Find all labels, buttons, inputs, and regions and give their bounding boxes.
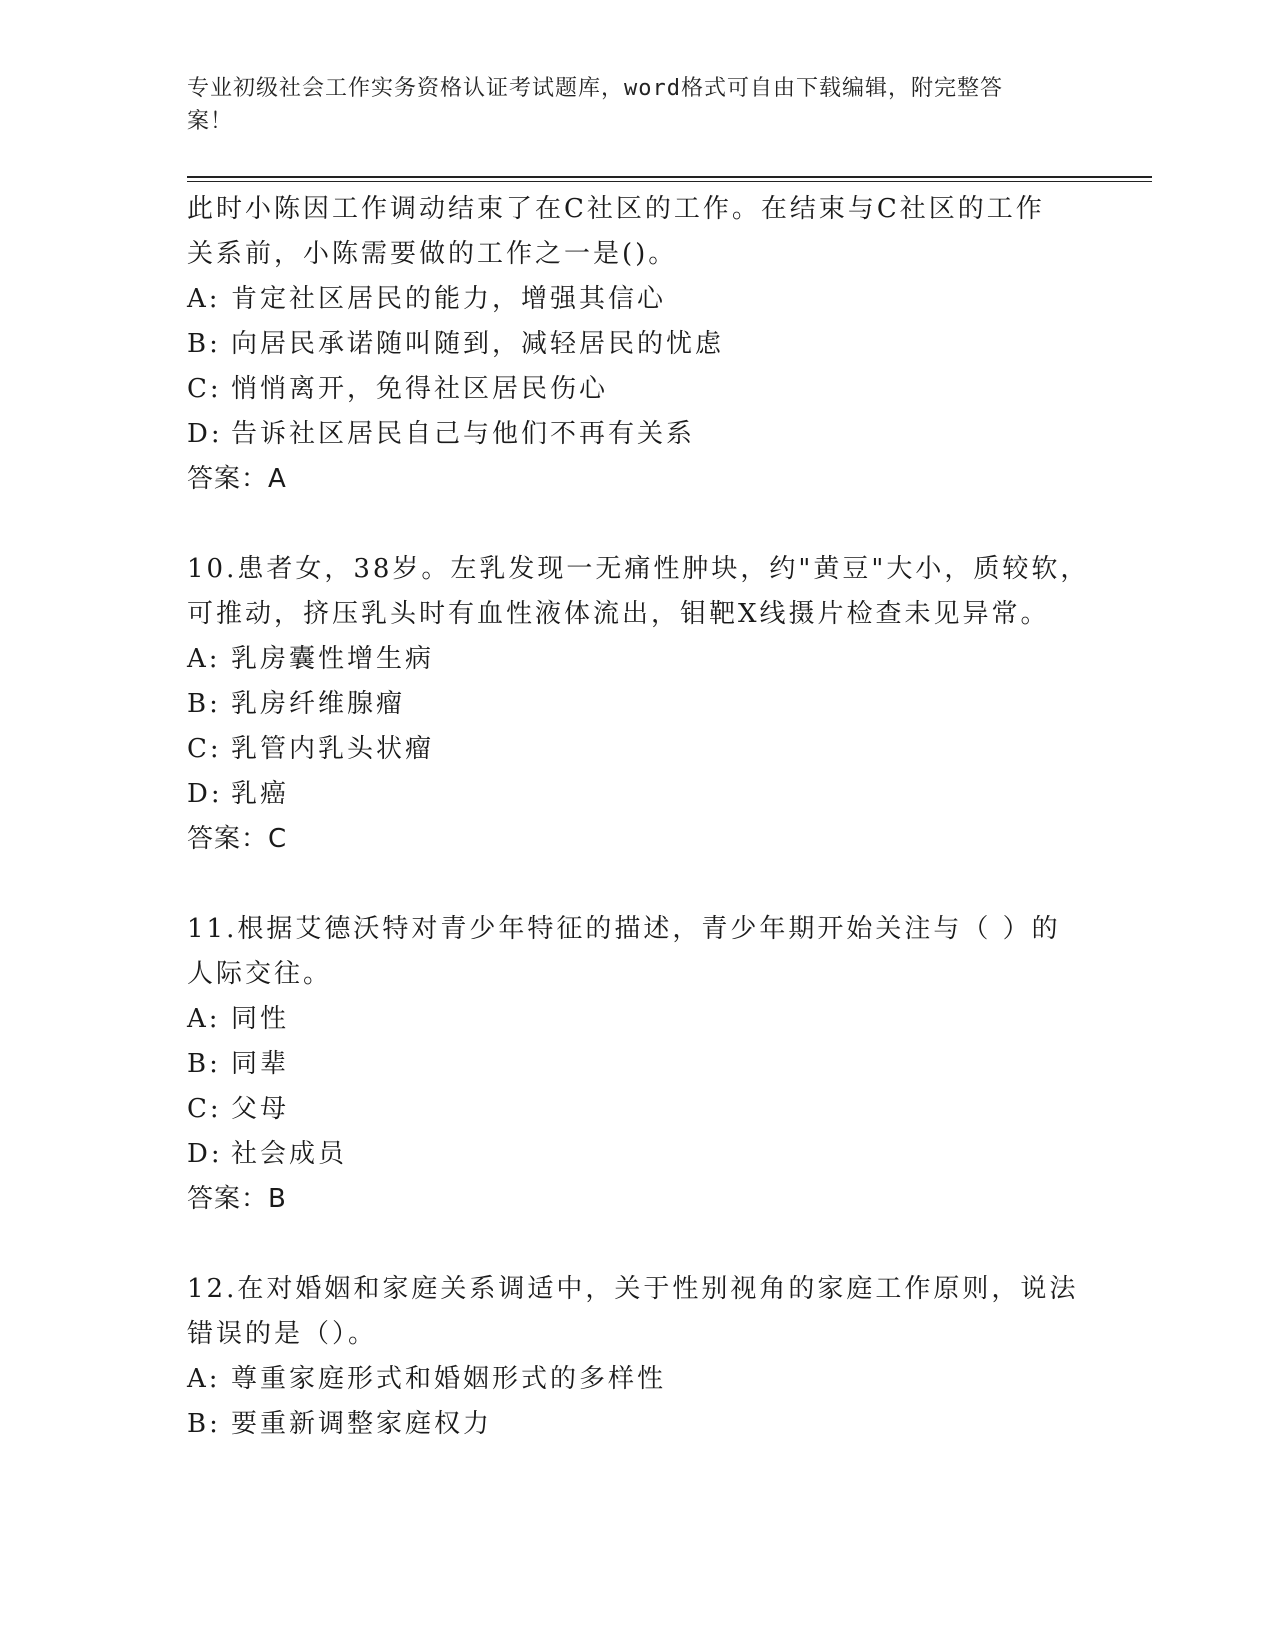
header-divider-thin	[187, 181, 1152, 182]
header-divider-thick	[187, 176, 1152, 178]
question-list	[187, 187, 1090, 1447]
option-a	[187, 997, 1087, 1042]
option-key: B:	[187, 1409, 221, 1439]
option-text: 向居民承诺随叫随到，减轻居民的忧虑	[231, 329, 725, 359]
option-b	[187, 682, 1087, 727]
option-c	[187, 1087, 1087, 1132]
option-text: 尊重家庭形式和婚姻形式的多样性	[231, 1364, 667, 1394]
option-key: B:	[187, 329, 221, 359]
option-key: B:	[187, 1049, 221, 1079]
question-stem-line: 此时小陈因工作调动结束了在C社区的工作。在结束与C社区的工作	[187, 194, 1045, 224]
option-b	[187, 322, 1087, 367]
question-stem-line: 10.患者女，38岁。左乳发现一无痛性肿块，约"黄豆"大小，质较软，	[187, 554, 1090, 584]
option-key: B:	[187, 689, 221, 719]
option-text: 社会成员	[231, 1139, 348, 1169]
question-spacer	[187, 1222, 1087, 1267]
question-stem-line: 11.根据艾德沃特对青少年特征的描述，青少年期开始关注与（ ）的	[187, 914, 1061, 944]
option-text: 同辈	[231, 1049, 290, 1079]
question-12	[187, 1267, 1087, 1447]
question-stem-line: 错误的是（）。	[187, 1319, 378, 1349]
option-a	[187, 637, 1087, 682]
option-key: A:	[187, 284, 221, 314]
option-key: A:	[187, 1004, 221, 1034]
question-10	[187, 547, 1090, 862]
option-d	[187, 1132, 1087, 1177]
option-text: 乳房纤维腺瘤	[231, 689, 406, 719]
question-stem-line: 关系前，小陈需要做的工作之一是()。	[187, 239, 678, 269]
option-d	[187, 412, 1087, 457]
option-text: 肯定社区居民的能力，增强其信心	[231, 284, 667, 314]
option-d	[187, 772, 1087, 817]
option-key: A:	[187, 1364, 221, 1394]
option-a	[187, 277, 1087, 322]
question-stem-line: 可推动，挤压乳头时有血性液体流出，钼靶X线摄片检查未见异常。	[187, 599, 1050, 629]
option-key: D:	[187, 1139, 223, 1169]
option-b	[187, 1042, 1087, 1087]
option-key: A:	[187, 644, 221, 674]
option-c	[187, 367, 1087, 412]
document-header	[187, 72, 1067, 138]
option-text: 悄悄离开，免得社区居民伤心	[231, 374, 609, 404]
option-key: C:	[187, 1094, 222, 1124]
option-text: 乳房囊性增生病	[231, 644, 435, 674]
option-text: 告诉社区居民自己与他们不再有关系	[231, 419, 696, 449]
option-text: 父母	[231, 1094, 290, 1124]
option-text: 乳癌	[231, 779, 290, 809]
option-a	[187, 1357, 1087, 1402]
answer-line: 答案：B	[187, 1184, 287, 1214]
answer-line: 答案：A	[187, 464, 287, 494]
option-key: C:	[187, 734, 222, 764]
question-stem-line: 人际交往。	[187, 959, 333, 989]
option-text: 乳管内乳头状瘤	[231, 734, 435, 764]
option-key: C:	[187, 374, 222, 404]
header-line-2: 案！	[187, 109, 234, 134]
answer-line: 答案：C	[187, 824, 288, 854]
question-stem-line: 12.在对婚姻和家庭关系调适中，关于性别视角的家庭工作原则，说法	[187, 1274, 1079, 1304]
question-11	[187, 907, 1087, 1222]
header-line-1: 专业初级社会工作实务资格认证考试题库，word格式可自由下载编辑，附完整答	[187, 76, 1003, 101]
option-b	[187, 1402, 1087, 1447]
option-c	[187, 727, 1087, 772]
option-text: 同性	[231, 1004, 290, 1034]
option-key: D:	[187, 419, 223, 449]
question-9	[187, 187, 1087, 502]
question-spacer	[187, 862, 1087, 907]
question-spacer	[187, 502, 1087, 547]
option-key: D:	[187, 779, 223, 809]
option-text: 要重新调整家庭权力	[231, 1409, 493, 1439]
